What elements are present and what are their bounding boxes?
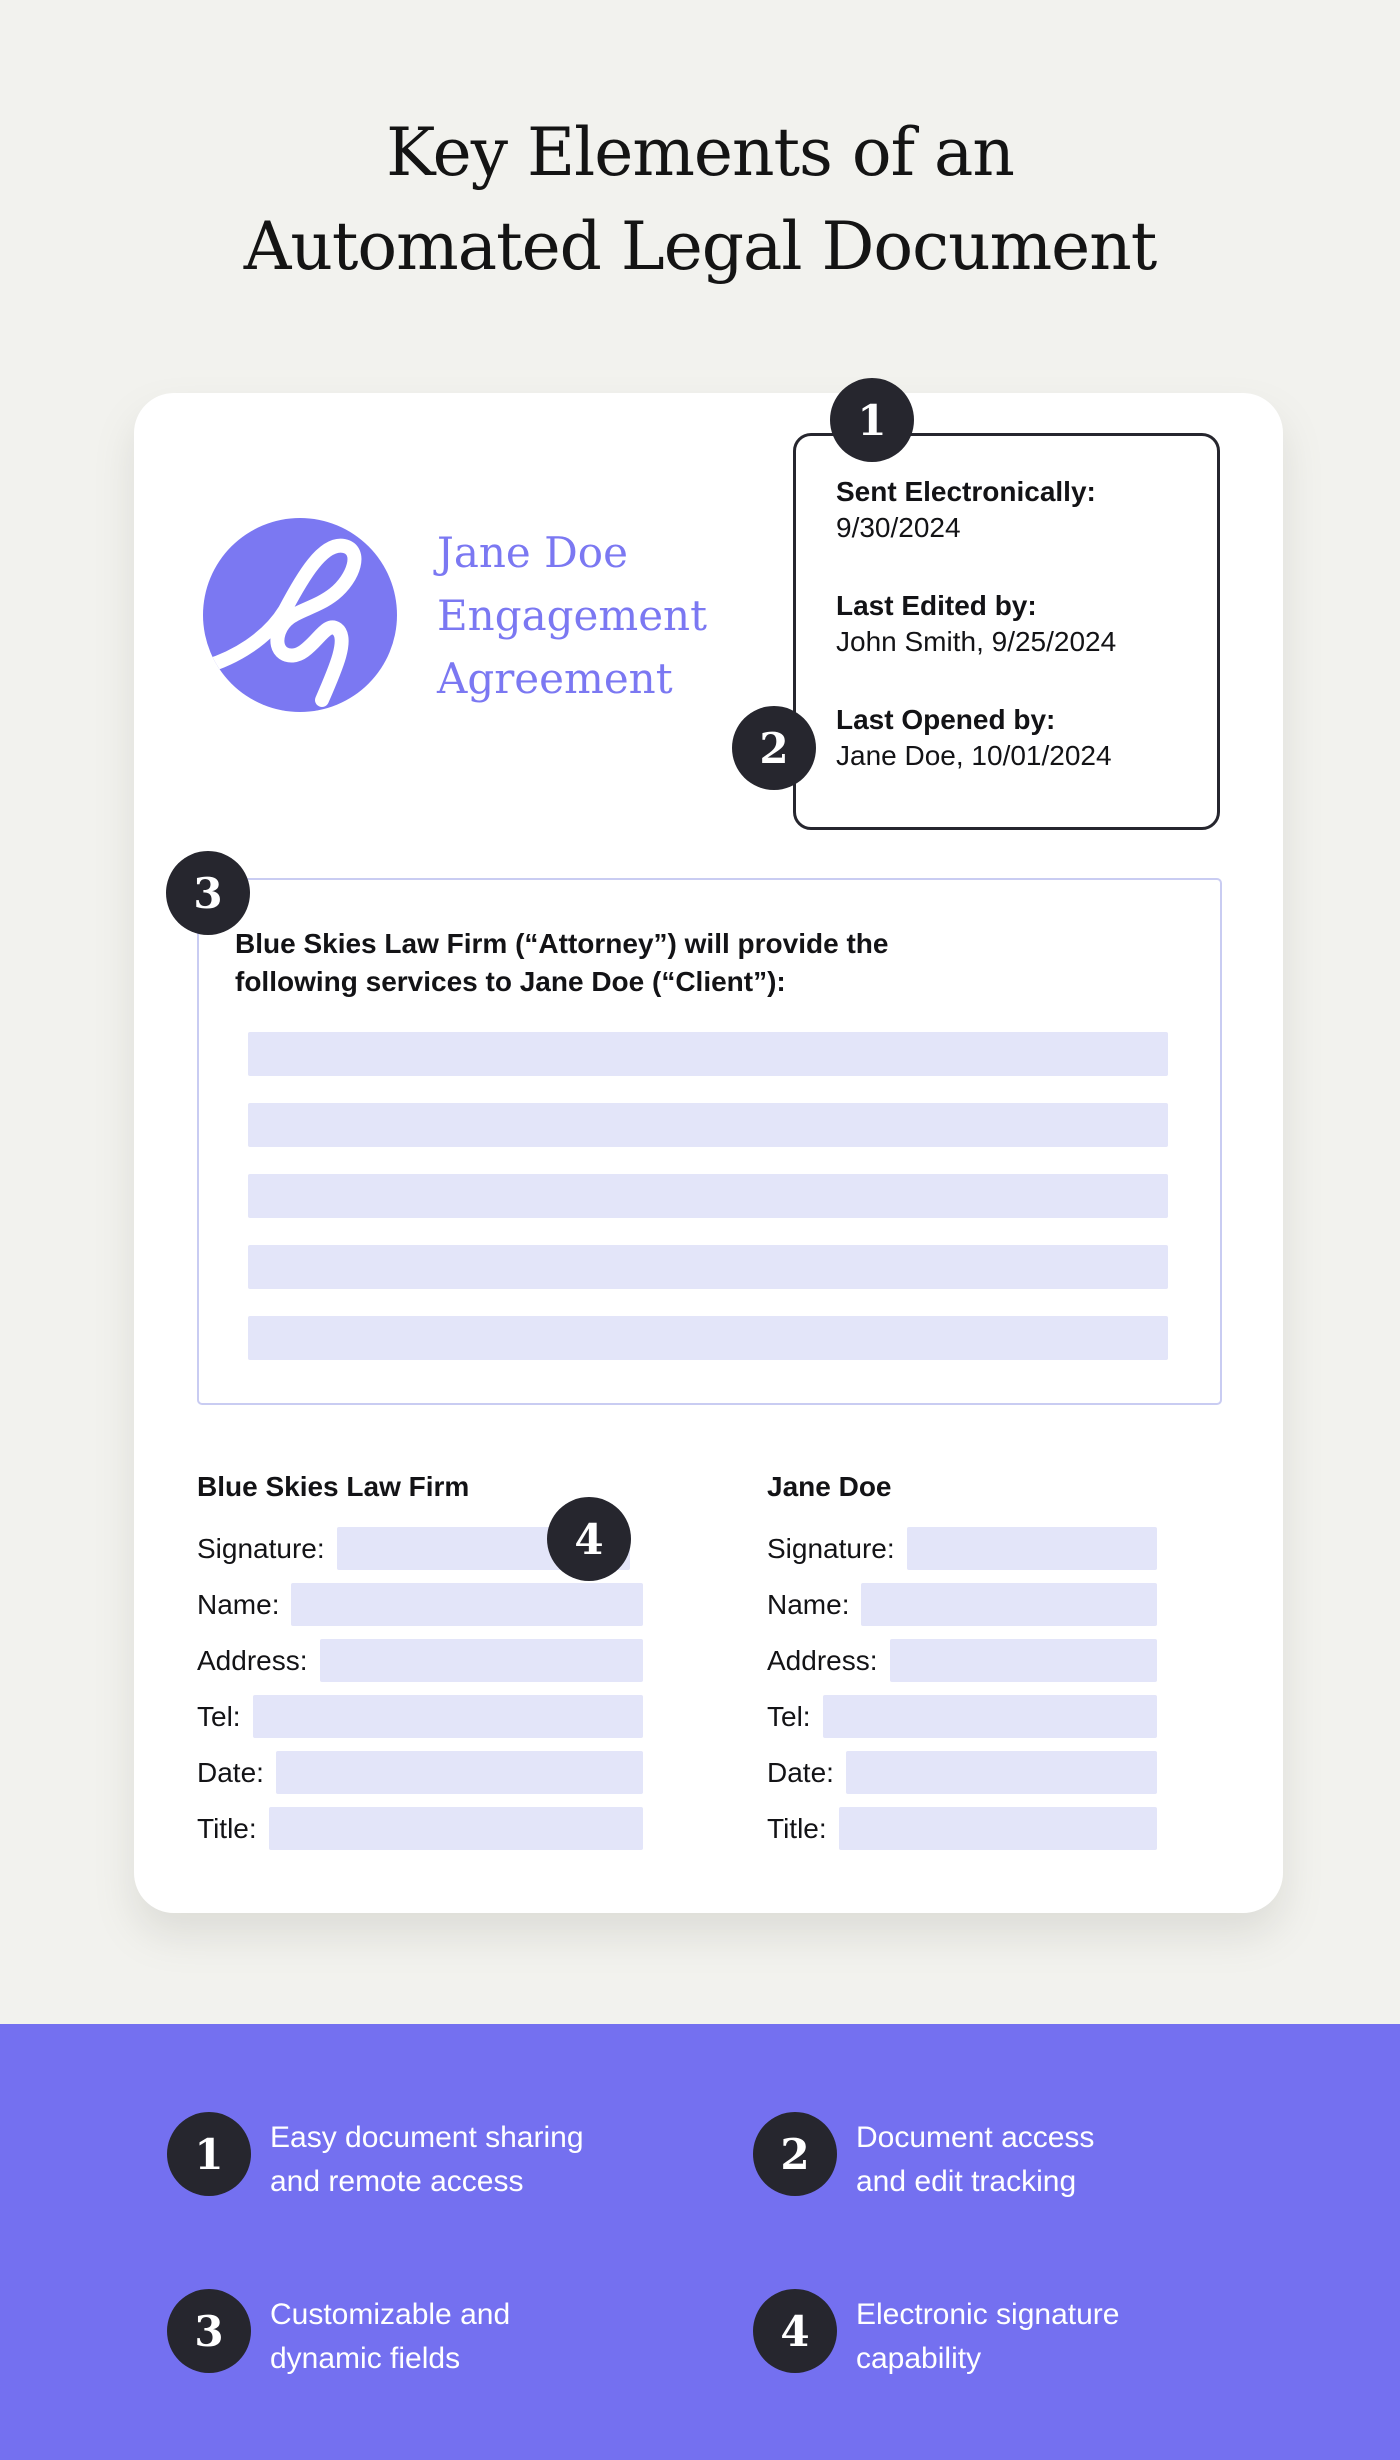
document-title	[437, 521, 707, 710]
meta-label: Sent Electronically:	[836, 476, 1096, 507]
services-heading-line1: Blue Skies Law Firm (“Attorney”) will provide the	[235, 928, 889, 959]
name-field-blank	[861, 1583, 1157, 1626]
legend-text	[270, 2293, 510, 2381]
legend-text-line1: Document access	[856, 2121, 1095, 2154]
signature-row	[767, 1639, 1157, 1682]
date-field-blank	[846, 1751, 1157, 1794]
legend-text	[270, 2116, 584, 2204]
callout-badge-1: 1	[830, 378, 914, 462]
legend-badge-2: 2	[753, 2112, 837, 2196]
meta-label: Last Edited by:	[836, 590, 1037, 621]
meta-field-edited	[836, 588, 1189, 660]
legend-item-3	[167, 2289, 510, 2381]
services-section	[197, 878, 1222, 1405]
tracking-meta-box	[793, 433, 1220, 830]
field-label: Address:	[767, 1644, 878, 1676]
legend-badge-4: 4	[753, 2289, 837, 2373]
page-title	[0, 106, 1400, 294]
legend-text-line1: Customizable and	[270, 2298, 511, 2331]
legend-item-4	[753, 2289, 1119, 2381]
legend-badge-3: 3	[167, 2289, 251, 2373]
field-label: Date:	[197, 1756, 264, 1788]
legend-text	[856, 2293, 1119, 2381]
legend-item-2	[753, 2112, 1094, 2204]
tel-field-blank	[823, 1695, 1157, 1738]
legend-text-line1: Electronic signature	[856, 2298, 1120, 2331]
meta-field-opened	[836, 702, 1189, 774]
text-placeholder-line	[248, 1103, 1168, 1147]
legend-text-line2: and edit tracking	[856, 2165, 1077, 2198]
signature-row	[197, 1583, 643, 1626]
signature-row	[197, 1807, 643, 1850]
text-placeholder-line	[248, 1245, 1168, 1289]
party-name: Blue Skies Law Firm	[197, 1471, 470, 1502]
title-field-blank	[839, 1807, 1157, 1850]
document-title-line1: Jane Doe	[437, 528, 628, 577]
field-label: Date:	[767, 1756, 834, 1788]
field-label: Title:	[197, 1812, 257, 1844]
legend-badge-1: 1	[167, 2112, 251, 2196]
field-label: Name:	[197, 1588, 280, 1620]
services-heading-line2: following services to Jane Doe (“Client”):	[235, 966, 786, 997]
field-label: Address:	[197, 1644, 308, 1676]
signature-row	[767, 1583, 1157, 1626]
name-field-blank	[291, 1583, 643, 1626]
signature-row	[767, 1751, 1157, 1794]
legend-band	[0, 2024, 1400, 2460]
signature-squiggle-icon	[203, 518, 397, 712]
legend-item-1	[167, 2112, 584, 2204]
field-label: Tel:	[197, 1700, 241, 1732]
legend-text-line1: Easy document sharing	[270, 2121, 584, 2154]
legend-text	[856, 2116, 1094, 2204]
meta-value: John Smith, 9/25/2024	[836, 626, 1117, 657]
page-title-line2: Automated Legal Document	[243, 208, 1157, 285]
address-field-blank	[890, 1639, 1158, 1682]
callout-badge-3: 3	[166, 851, 250, 935]
meta-value: Jane Doe, 10/01/2024	[836, 740, 1112, 771]
field-label: Name:	[767, 1588, 850, 1620]
legend-text-line2: dynamic fields	[270, 2342, 461, 2375]
meta-value: 9/30/2024	[836, 512, 961, 543]
text-placeholder-line	[248, 1174, 1168, 1218]
text-placeholder-line	[248, 1032, 1168, 1076]
signature-row	[197, 1695, 643, 1738]
title-field-blank	[269, 1807, 643, 1850]
field-label: Signature:	[197, 1532, 325, 1564]
field-label: Tel:	[767, 1700, 811, 1732]
meta-field-sent	[836, 474, 1189, 546]
address-field-blank	[320, 1639, 644, 1682]
field-label: Title:	[767, 1812, 827, 1844]
signature-field-blank	[907, 1527, 1157, 1570]
text-placeholder-line	[248, 1316, 1168, 1360]
callout-badge-2: 2	[732, 706, 816, 790]
services-heading	[235, 925, 1184, 1001]
signature-column-client	[767, 1473, 1157, 1863]
document-title-line3: Agreement	[437, 654, 673, 703]
page-title-line1: Key Elements of an	[386, 114, 1014, 191]
signature-row	[767, 1527, 1157, 1570]
callout-badge-4: 4	[547, 1497, 631, 1581]
date-field-blank	[276, 1751, 643, 1794]
meta-label: Last Opened by:	[836, 704, 1056, 735]
document-title-line2: Engagement	[437, 591, 707, 640]
document-card	[134, 393, 1283, 1913]
tel-field-blank	[253, 1695, 643, 1738]
legend-text-line2: capability	[856, 2342, 982, 2375]
field-label: Signature:	[767, 1532, 895, 1564]
signature-row	[767, 1807, 1157, 1850]
signature-row	[767, 1695, 1157, 1738]
signature-row	[197, 1751, 643, 1794]
party-name: Jane Doe	[767, 1471, 892, 1502]
signature-row	[197, 1639, 643, 1682]
legend-text-line2: and remote access	[270, 2165, 524, 2198]
